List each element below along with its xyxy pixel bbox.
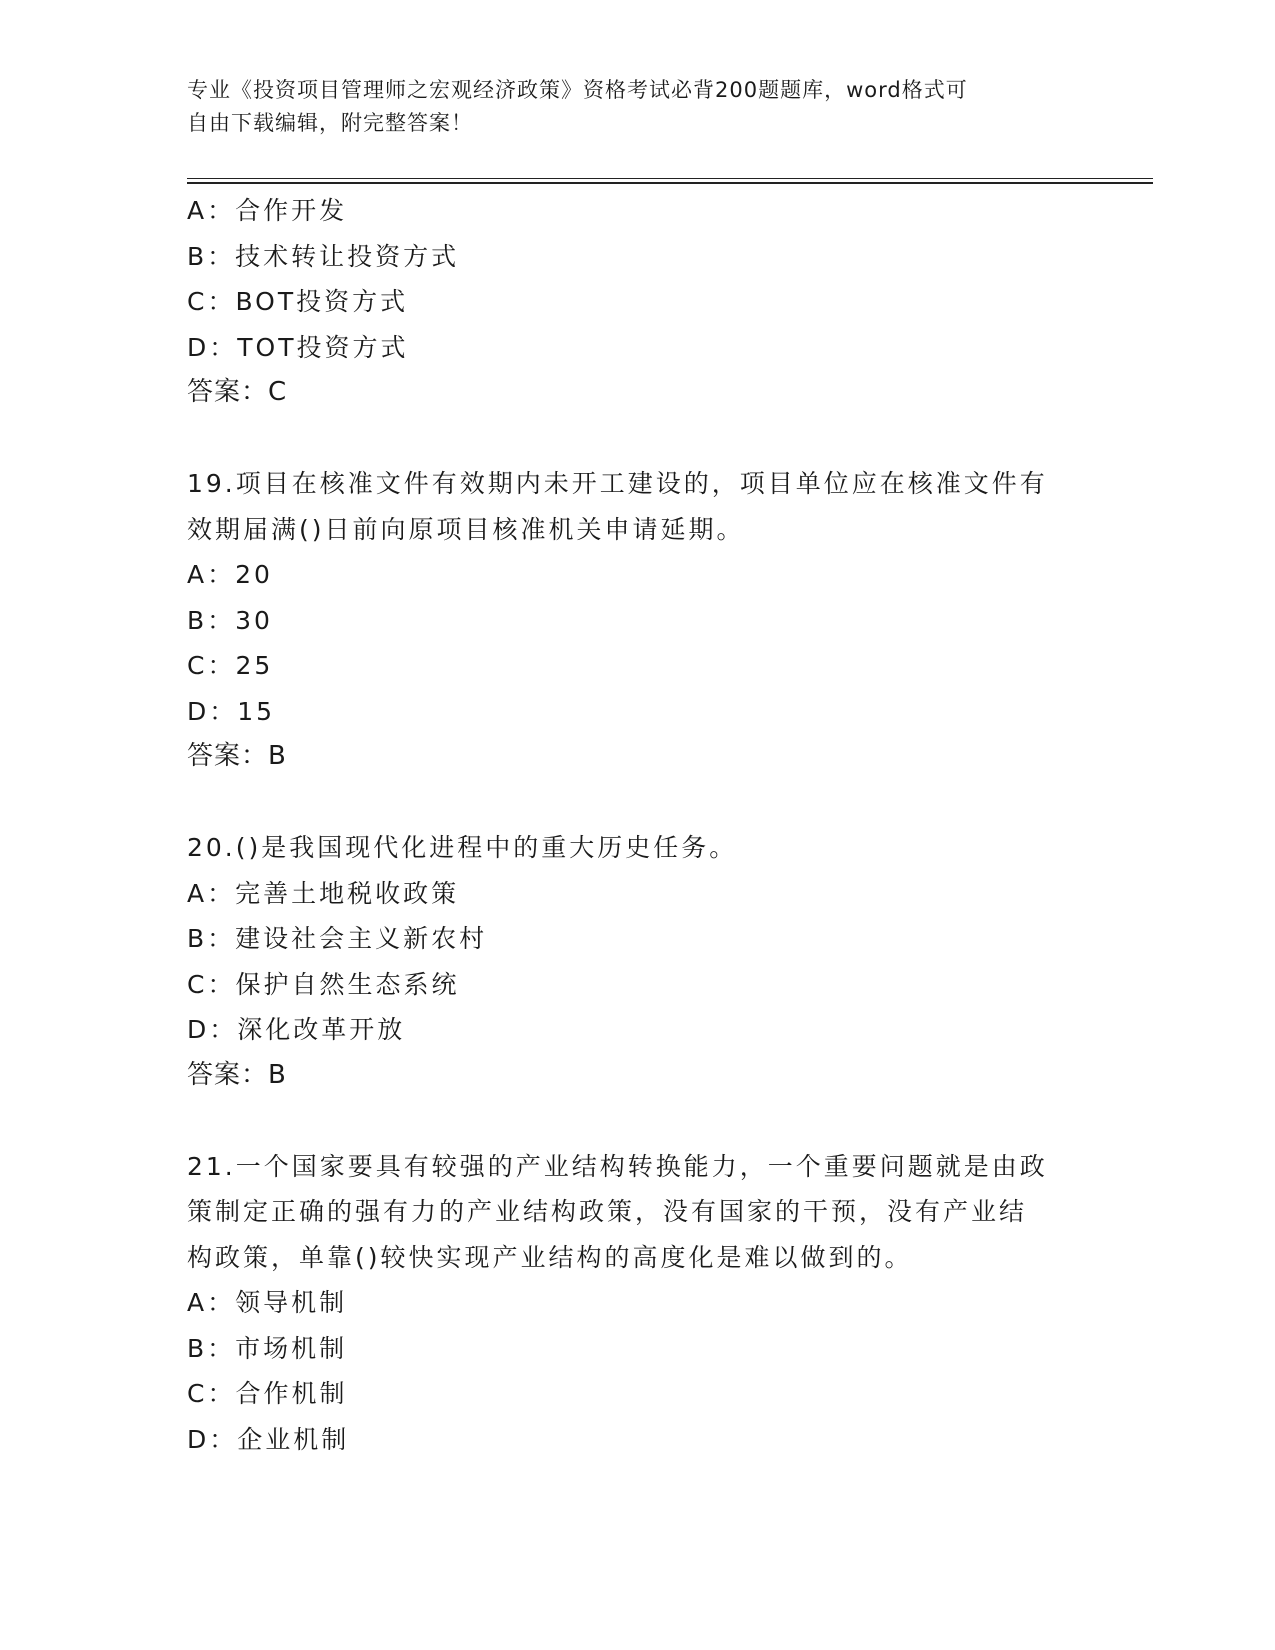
option-a: A：领导机制 <box>187 1288 348 1317</box>
header-divider-thin <box>187 178 1153 179</box>
question-block-19 <box>187 461 1087 780</box>
option-c: C：BOT投资方式 <box>187 287 409 316</box>
option-a: A：合作开发 <box>187 196 348 225</box>
option-c: C：合作机制 <box>187 1379 348 1408</box>
spacer <box>187 1098 1087 1144</box>
question-block-18 <box>187 188 1087 416</box>
question-text-line: 构政策，单靠()较快实现产业结构的高度化是难以做到的。 <box>187 1242 913 1272</box>
question-block-20 <box>187 825 1087 1098</box>
option-c: C：保护自然生态系统 <box>187 969 460 999</box>
question-text-line: 20.()是我国现代化进程中的重大历史任务。 <box>187 833 738 862</box>
header-line-1: 专业《投资项目管理师之宏观经济政策》资格考试必背200题题库，word格式可 <box>187 78 968 102</box>
answer: 答案：B <box>187 741 287 771</box>
question-text-line: 21.一个国家要具有较强的产业结构转换能力，一个重要问题就是由政 <box>187 1151 1048 1181</box>
question-block-21 <box>187 1144 1087 1463</box>
header-line-2: 自由下载编辑，附完整答案！ <box>187 111 473 135</box>
question-text-line: 策制定正确的强有力的产业结构政策，没有国家的干预，没有产业结 <box>187 1197 1028 1226</box>
option-b: B：建设社会主义新农村 <box>187 924 488 953</box>
option-a: A：20 <box>187 560 273 589</box>
answer: 答案：B <box>187 1059 287 1090</box>
option-d: D：深化改革开放 <box>187 1015 406 1044</box>
question-text-line: 19.项目在核准文件有效期内未开工建设的，项目单位应在核准文件有 <box>187 469 1048 498</box>
header-divider-thick <box>187 182 1153 184</box>
spacer <box>187 416 1087 462</box>
option-b: B：30 <box>187 605 273 635</box>
option-d: D：15 <box>187 696 276 726</box>
answer: 答案：C <box>187 377 288 407</box>
option-d: D：企业机制 <box>187 1424 350 1454</box>
spacer <box>187 780 1087 826</box>
option-a: A：完善土地税收政策 <box>187 878 460 908</box>
option-d: D：TOT投资方式 <box>187 332 409 362</box>
option-c: C：25 <box>187 651 274 680</box>
option-b: B：市场机制 <box>187 1333 348 1363</box>
document-header <box>187 74 1067 140</box>
question-list <box>187 188 1087 1462</box>
option-b: B：技术转让投资方式 <box>187 241 460 271</box>
question-text-line: 效期届满()日前向原项目核准机关申请延期。 <box>187 514 745 544</box>
